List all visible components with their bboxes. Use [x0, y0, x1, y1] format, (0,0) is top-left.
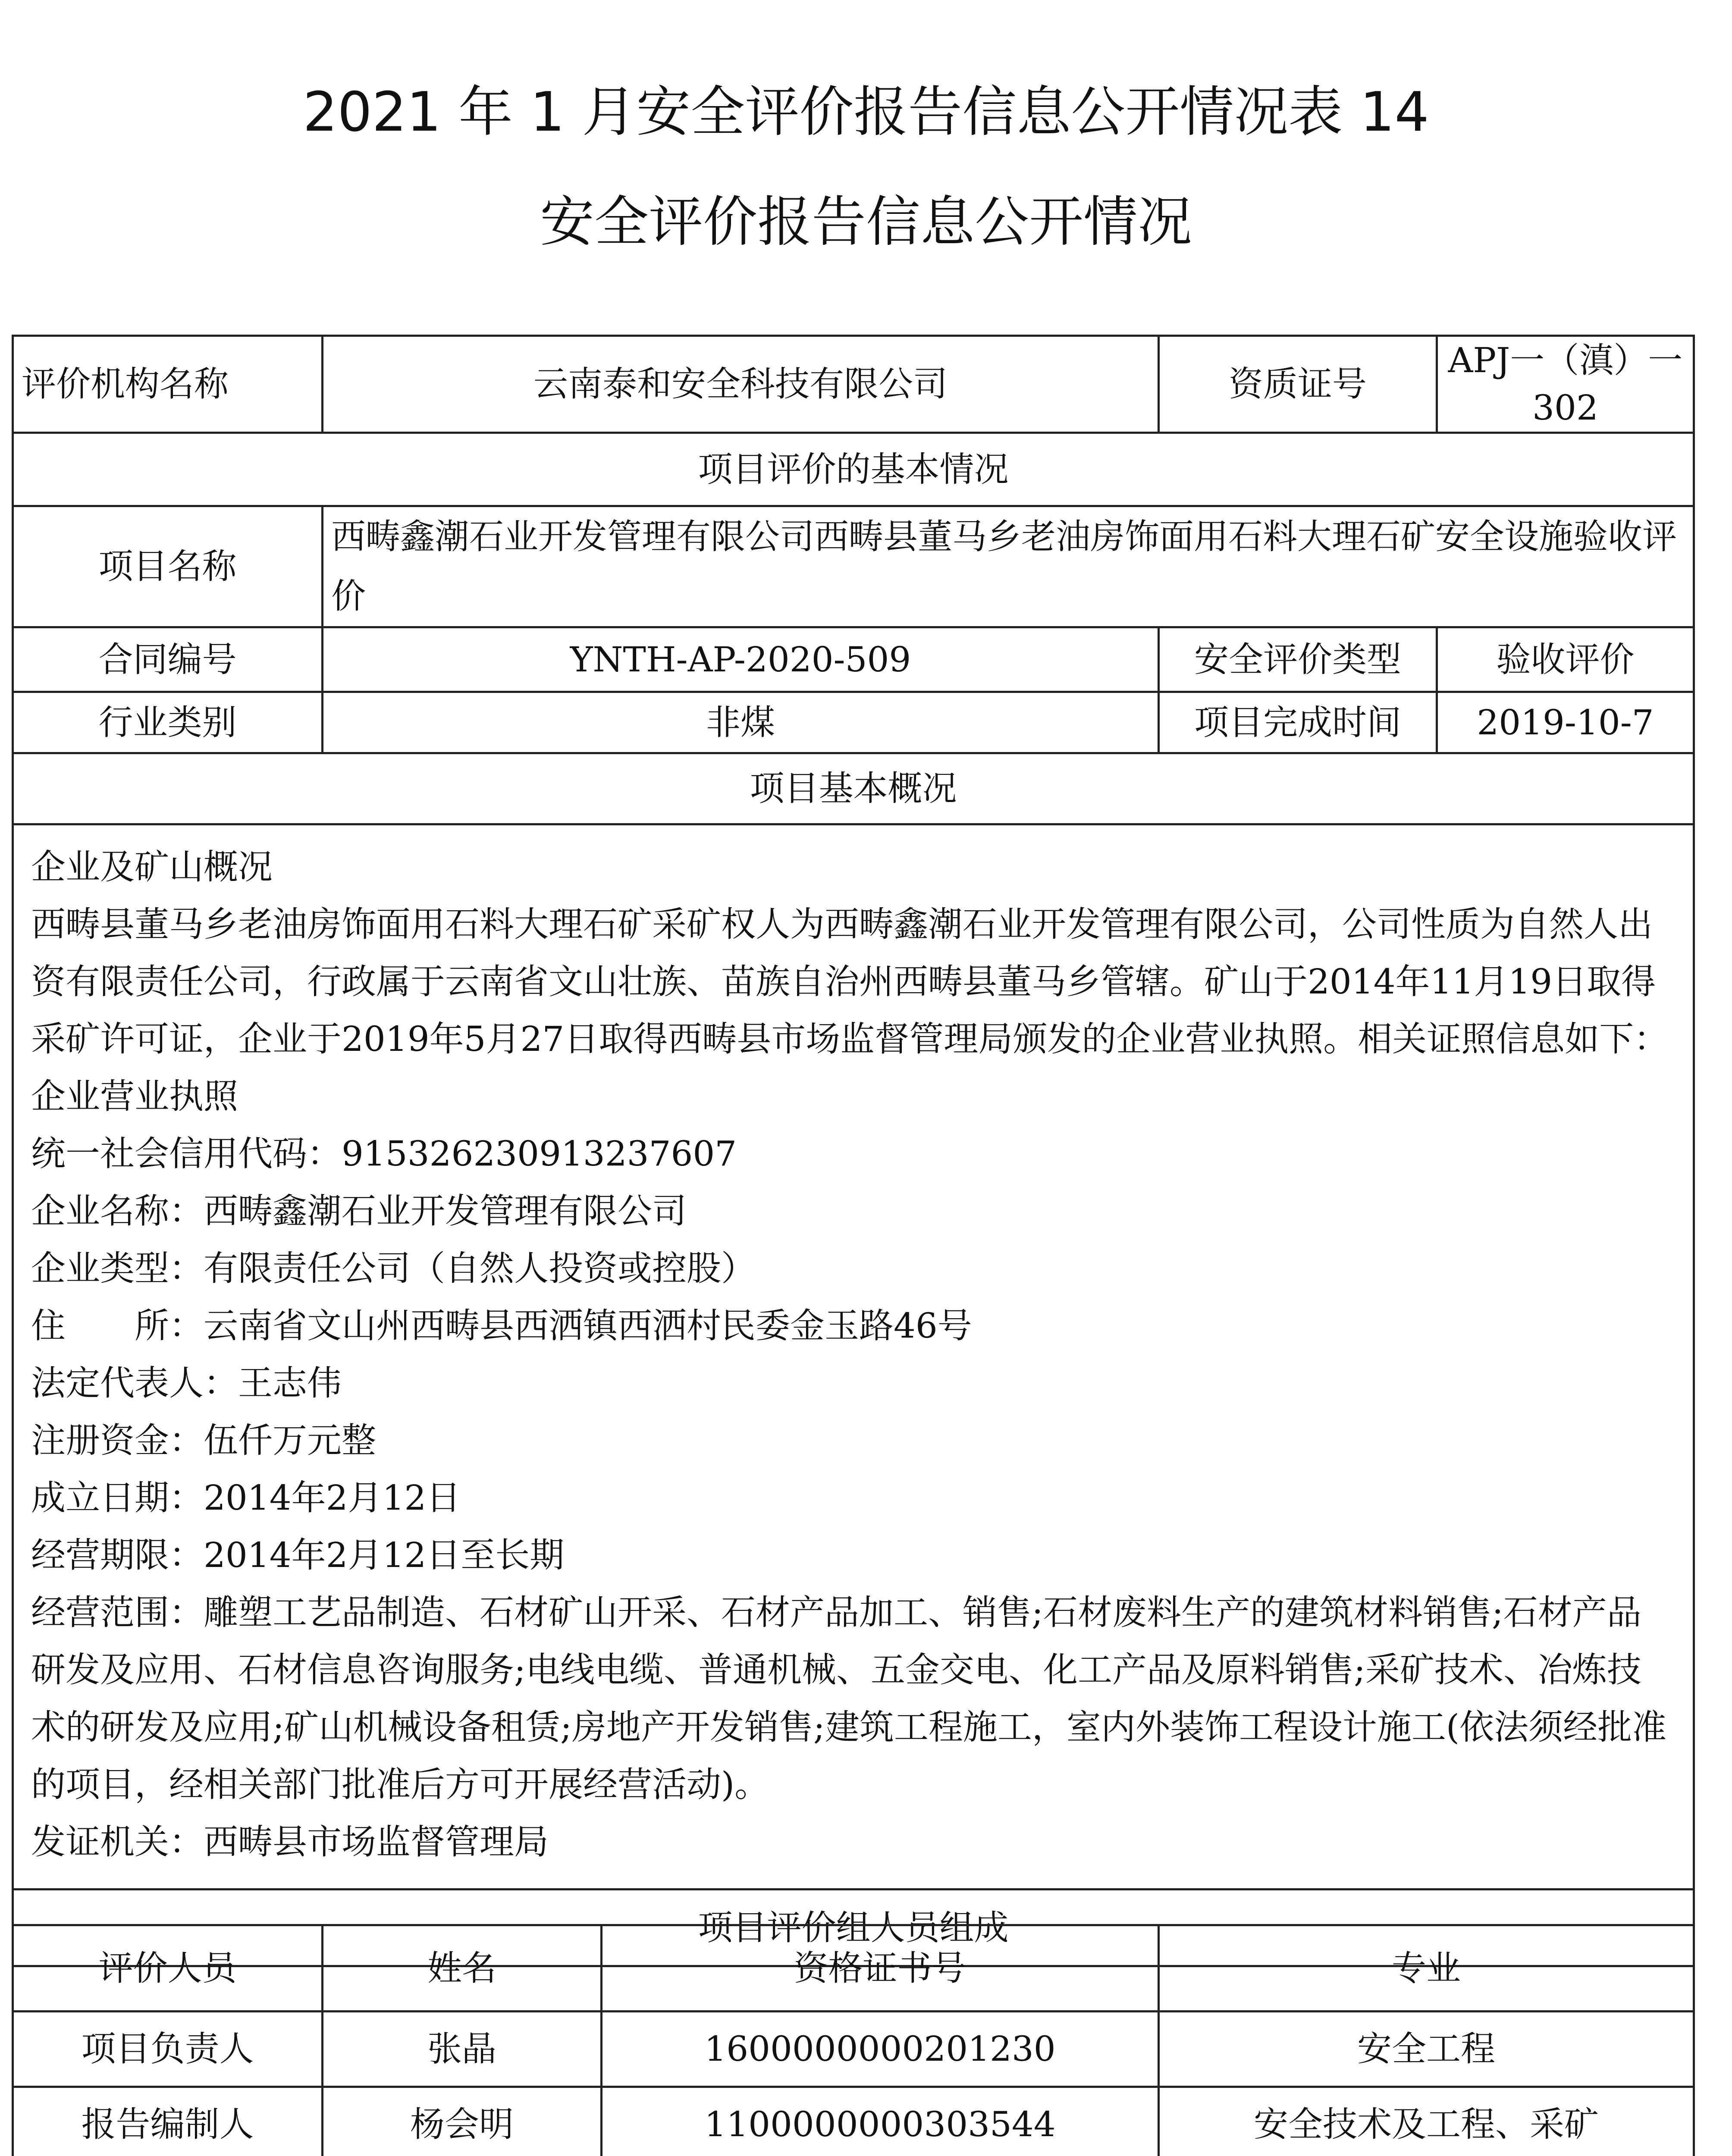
role-cell: 报告编制人: [13, 2087, 323, 2156]
cert-cell: 1100000000303544: [602, 2087, 1159, 2156]
finish-time-value: 2019-10-7: [1437, 692, 1694, 753]
legal-rep-line: 法定代表人：王志伟: [31, 1363, 342, 1403]
team-table: [12, 1924, 1695, 2156]
issuer-line: 发证机关：西畴县市场监督管理局: [31, 1822, 549, 1862]
name-cell: 张晶: [323, 2012, 602, 2087]
sub-title: 安全评价报告信息公开情况: [540, 190, 1192, 254]
agency-row: [13, 336, 1694, 433]
basic-section-title: 项目评价的基本情况: [13, 433, 1694, 506]
team-section-title: 项目评价组人员组成: [13, 1890, 1694, 1966]
overview-section-title: 项目基本概况: [13, 753, 1694, 824]
industry-label: 行业类别: [13, 692, 323, 753]
major-cell: 安全技术及工程、采矿: [1159, 2087, 1694, 2156]
address-line: 住 所：云南省文山州西畴县西洒镇西洒村民委金玉路46号: [31, 1306, 972, 1346]
project-name-row: [13, 506, 1694, 627]
capital-line: 注册资金：伍仟万元整: [31, 1420, 376, 1460]
header-role: 评价人员: [13, 1925, 323, 2012]
overview-heading: 企业及矿山概况: [31, 847, 273, 887]
contract-value: YNTH-AP-2020-509: [323, 627, 1159, 692]
cert-value: APJ一（滇）一302: [1437, 336, 1694, 433]
contract-label: 合同编号: [13, 627, 323, 692]
scope-line: 经营范围：雕塑工艺品制造、石材矿山开采、石材产品加工、销售;石材废料生产的建筑材料销售;石材产品研发及应用、石材信息咨询服务;电线电缆、普通机械、五金交电、化工产品及原料销售;采矿技术、冶炼技术的研发及应用;矿山机械设备租赁;房地产开发销售;建筑工程施工，室内外装饰工程设计施工(依法须经批准的项目，经相关部门批准后方可开展经营活动)。: [31, 1592, 1667, 1805]
eval-type-label: 安全评价类型: [1159, 627, 1437, 692]
header-name: 姓名: [323, 1925, 602, 2012]
project-name-label: 项目名称: [13, 506, 323, 627]
disclosure-table: [12, 335, 1695, 1967]
credit-code-line: 统一社会信用代码：915326230913237607: [31, 1134, 737, 1174]
industry-value: 非煤: [323, 692, 1159, 753]
company-type-line: 企业类型：有限责任公司（自然人投资或控股）: [31, 1248, 756, 1288]
team-header-row: [13, 1925, 1694, 2012]
contract-row: [13, 627, 1694, 692]
project-name-value: 西畴鑫潮石业开发管理有限公司西畴县董马乡老油房饰面用石料大理石矿安全设施验收评价: [323, 506, 1694, 627]
cert-label: 资质证号: [1159, 336, 1437, 433]
founded-line: 成立日期：2014年2月12日: [31, 1478, 461, 1518]
company-name-line: 企业名称：西畴鑫潮石业开发管理有限公司: [31, 1191, 687, 1231]
header-cert: 资格证书号: [602, 1925, 1159, 2012]
major-cell: 安全工程: [1159, 2012, 1694, 2087]
eval-type-value: 验收评价: [1437, 627, 1694, 692]
name-cell: 杨会明: [323, 2087, 602, 2156]
overview-row: [13, 824, 1694, 1890]
cert-cell: 1600000000201230: [602, 2012, 1159, 2087]
industry-row: [13, 692, 1694, 753]
overview-paragraph: 西畴县董马乡老油房饰面用石料大理石矿采矿权人为西畴鑫潮石业开发管理有限公司，公司性质为自然人出资有限责任公司，行政属于云南省文山壮族、苗族自治州西畴县董马乡管辖。矿山于2014年11月19日取得采矿许可证，企业于2019年5月27日取得西畴县市场监督管理局颁发的企业营业执照。相关证照信息如下：: [31, 904, 1669, 1059]
table-row: [13, 2087, 1694, 2156]
agency-name-value: 云南泰和安全科技有限公司: [323, 336, 1159, 433]
agency-name-label: 评价机构名称: [13, 336, 323, 433]
role-cell: 项目负责人: [13, 2012, 323, 2087]
finish-time-label: 项目完成时间: [1159, 692, 1437, 753]
license-heading: 企业营业执照: [31, 1076, 238, 1116]
overview-content: [13, 824, 1694, 1890]
main-title: 2021 年 1 月安全评价报告信息公开情况表 14: [303, 80, 1429, 144]
table-row: [13, 2012, 1694, 2087]
header-major: 专业: [1159, 1925, 1694, 2012]
term-line: 经营期限：2014年2月12日至长期: [31, 1535, 565, 1575]
